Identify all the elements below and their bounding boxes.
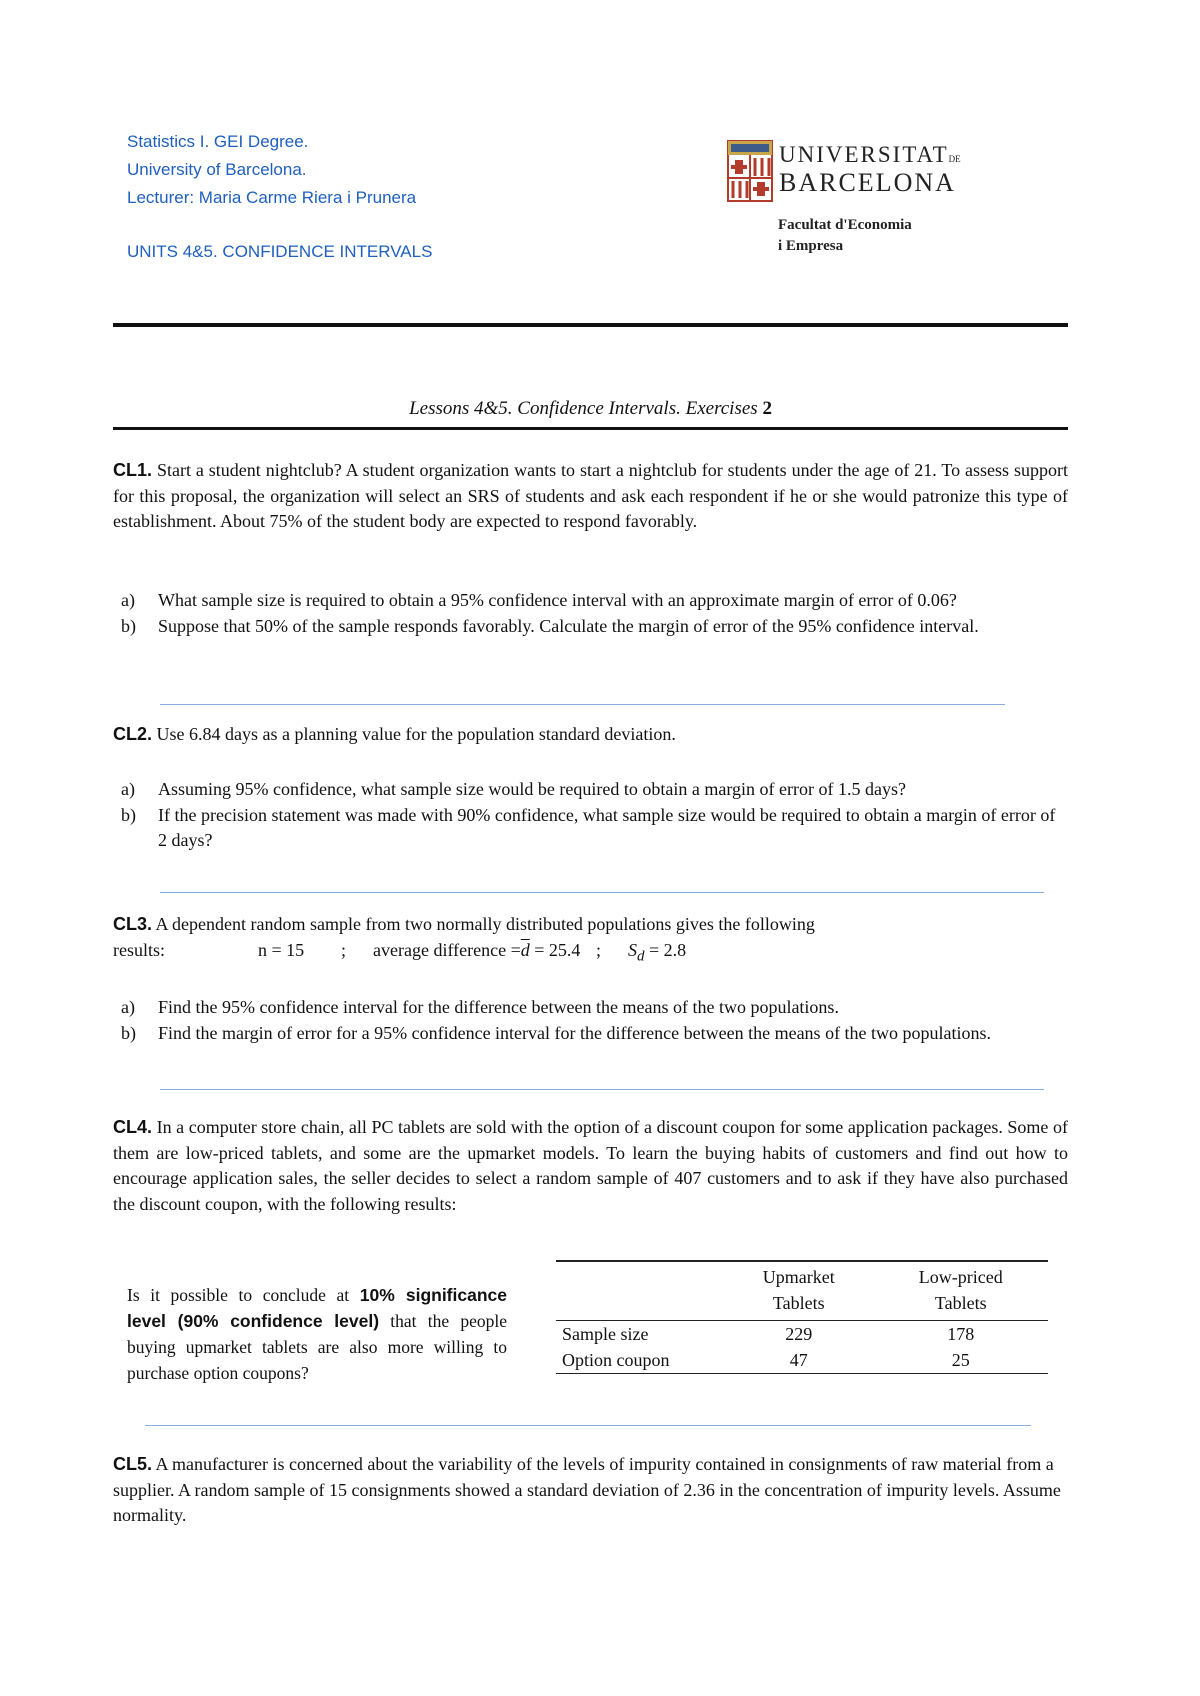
cl3-results: results: n = 15 ; average difference $=\overline{d} = 25.4$ ; $S_d = 2.8$ <box>113 940 687 965</box>
logo-word-universitat: UNIVERSITATDE <box>779 142 961 167</box>
coupon-table <box>556 1260 1048 1374</box>
table-row: Sample size 229 178 <box>562 1324 975 1344</box>
exercise-cl3: CL3. A dependent random sample from two normally distributed populations gives the following <box>113 914 815 934</box>
cl2-question-b: b) If the precision statement was made with 90% confidence, what sample size would be required to obtain a margin of error of 2 days? <box>121 804 1056 850</box>
cl4-question: Is it possible to conclude at 10% significance level (90% confidence level) that the people buying upmarket tablets are also more willing to purchase option coupons? <box>127 1285 507 1383</box>
separator <box>160 704 1005 705</box>
exercise-cl4: CL4. In a computer store chain, all PC tablets are sold with the option of a discount coupon for some application packages. Some of them are low-priced tablets, and some are the upmarket models. To learn the buying habits of customers and find out how to encourage application sales, the seller decides to select a random sample of 407 customers and to ask if they have also purchased the discount coupon, with the following results: <box>113 1117 1068 1214</box>
cl3-question-b: b) Find the margin of error for a 95% confidence interval for the difference between the means of the two populations. <box>121 1022 992 1043</box>
course-title: Statistics I. GEI Degree. <box>127 132 309 151</box>
cl1-questions <box>113 588 1068 639</box>
lesson-title: Lessons 4&5. Confidence Intervals. Exercises 2 <box>409 398 772 419</box>
logo-word-barcelona: BARCELONA <box>779 168 956 197</box>
cl1-question-a: a) What sample size is required to obtain a 95% confidence interval with an approximate margin of error of 0.06? <box>121 590 957 610</box>
table-header <box>556 1261 1048 1321</box>
lecturer-name: Lecturer: Maria Carme Riera i Prunera <box>127 188 417 207</box>
shield-icon <box>727 140 773 202</box>
title-divider <box>113 427 1068 430</box>
cl2-questions <box>113 777 1068 854</box>
exercise-cl2: CL2. Use 6.84 days as a planning value for the population standard deviation. <box>113 724 676 744</box>
cl2-question-a: a) Assuming 95% confidence, what sample size would be required to obtain a margin of error of 1.5 days? <box>121 779 906 799</box>
exercise-cl5: CL5. A manufacturer is concerned about the variability of the levels of impurity contained in consignments of raw material from a supplier. A random sample of 15 consignments showed a standard deviation of 2.36 in the concentration of impurity levels. Assume normality. <box>113 1454 1061 1525</box>
table-row: Option coupon 47 25 <box>556 1347 1048 1374</box>
column-header-upmarket: Upmarket Tablets <box>724 1261 874 1321</box>
separator <box>145 1425 1031 1426</box>
column-header-low-priced: Low-priced Tablets <box>874 1261 1048 1321</box>
header-divider <box>113 323 1068 327</box>
university-name: University of Barcelona. <box>127 160 307 179</box>
separator <box>160 1089 1044 1090</box>
exercise-cl1: CL1. Start a student nightclub? A student organization wants to start a nightclub for students under the age of 21. To assess support for this proposal, the organization will select an SRS of students and ask each respondent if he or she would patronize this type of establishment. About 75% of the student body are expected to respond favorably. <box>113 460 1068 531</box>
units-title: UNITS 4&5. CONFIDENCE INTERVALS <box>127 242 433 261</box>
separator <box>160 892 1044 893</box>
cl1-question-b: b) Suppose that 50% of the sample responds favorably. Calculate the margin of error of the 95% confidence interval. <box>121 615 979 636</box>
cl3-question-a: a) Find the 95% confidence interval for the difference between the means of the two populations. <box>121 997 839 1017</box>
cl3-questions <box>113 995 1068 1046</box>
faculty-name: Facultat d'Economia i Empresa <box>778 217 912 254</box>
